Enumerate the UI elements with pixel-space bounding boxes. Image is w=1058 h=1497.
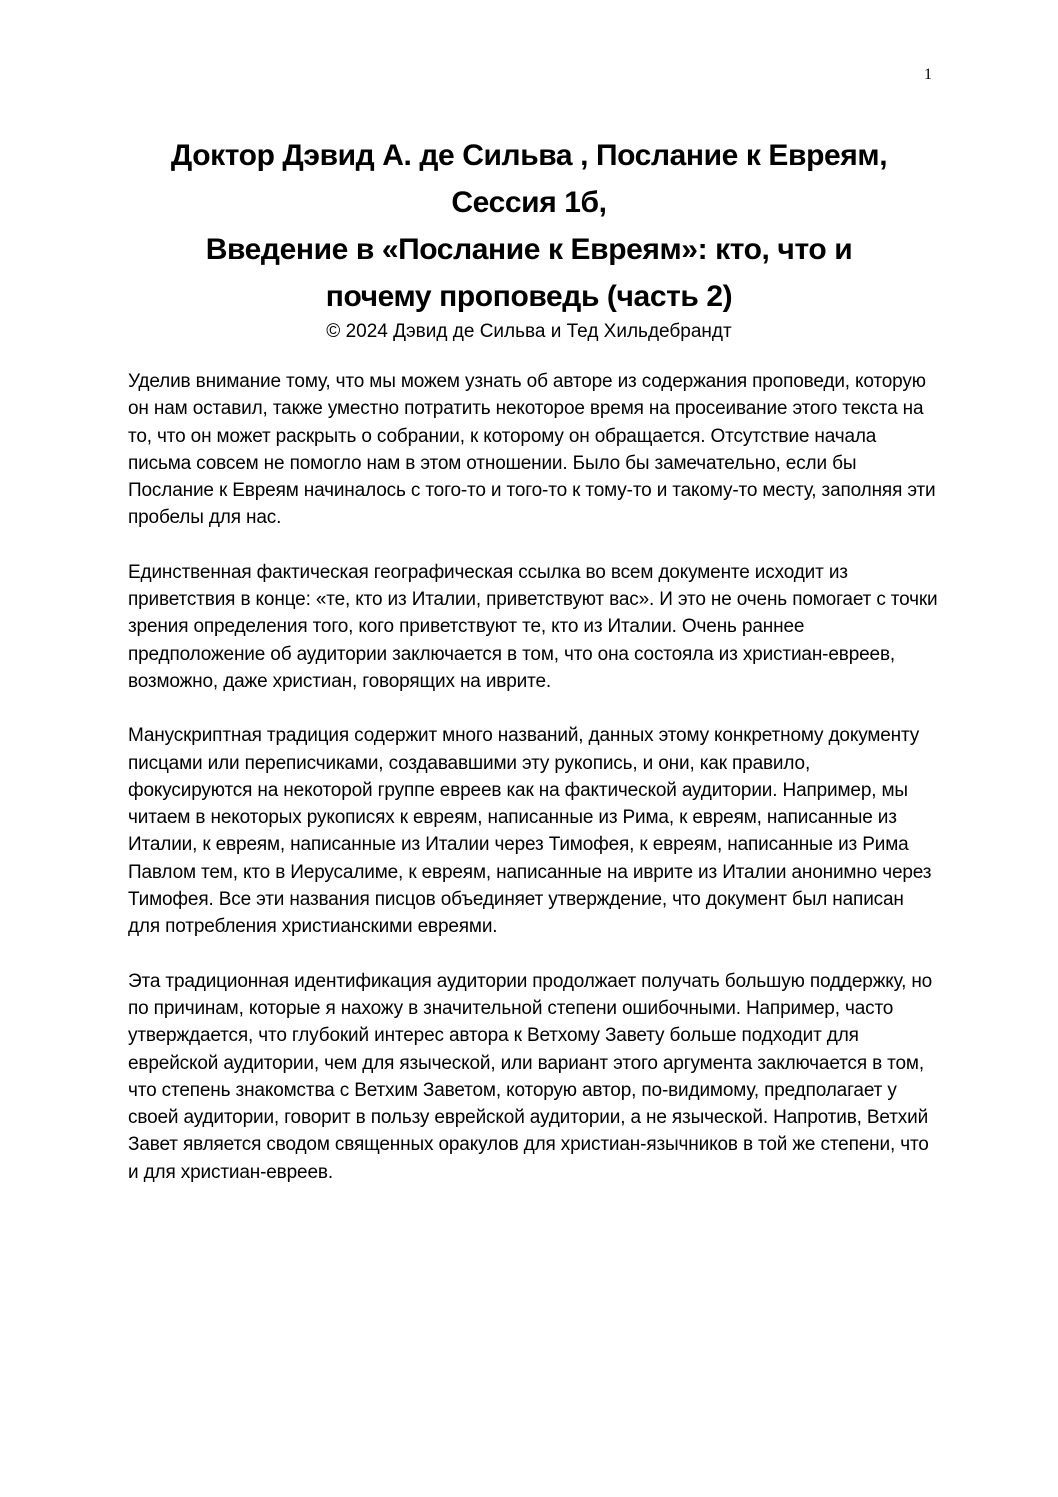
page-number: 1 xyxy=(924,66,932,83)
body-paragraph: Единственная фактическая географическая ссылка во всем документе исходит из приветствия в конце: «те, кто из Италии, приветствуют вас». И это не очень помогает с точки зрения определения того, кого приветствуют те, кто из Италии. Очень раннее предположение об аудитории заключается в том, что она состояла из христиан-евреев, возможно, даже христиан, говорящих на иврите. xyxy=(128,561,938,692)
document-body xyxy=(128,368,938,1213)
body-paragraph: Манускриптная традиция содержит много названий, данных этому конкретному документу писцами или переписчиками, создававшими эту рукопись, и они, как правило, фокусируются на некоторой группе евреев как на фактической аудитории. Например, мы читаем в некоторых рукописях к евреям, написанные из Рима, к евреям, написанные из Италии, к евреям, написанные из Италии через Тимофея, к евреям, написанные из Рима Павлом тем, кто в Иерусалиме, к евреям, написанные на иврите из Италии анонимно через Тимофея. Все эти названия писцов объединяет утверждение, что документ был написан для потребления христианскими евреями. xyxy=(128,725,932,938)
body-paragraph: Уделив внимание тому, что мы можем узнать об авторе из содержания проповеди, которую он нам оставил, также уместно потратить некоторое время на просеивание этого текста на то, что он может раскрыть о собрании, к которому он обращается. Отсутствие начала письма совсем не помогло нам в этом отношении. Было бы замечательно, если бы Послание к Евреям начиналось с того-то и того-то к тому-то и такому-то месту, заполняя эти пробелы для нас. xyxy=(128,371,936,529)
document-header xyxy=(110,132,948,344)
title-line: Сессия 1б, xyxy=(451,186,607,219)
title-line: Введение в «Послание к Евреям»: кто, что и xyxy=(205,233,853,266)
title-line: Доктор Дэвид А. де Сильва , Послание к Евреям, xyxy=(170,139,888,172)
copyright-line: © 2024 Дэвид де Сильва и Тед Хильдебрандт xyxy=(326,321,732,342)
title-line: почему проповедь (часть 2) xyxy=(325,280,733,313)
body-paragraph: Эта традиционная идентификация аудитории продолжает получать большую поддержку, но по причинам, которые я нахожу в значительной степени ошибочными. Например, часто утверждается, что глубокий интерес автора к Ветхому Завету больше подходит для еврейской аудитории, чем для языческой, или вариант этого аргумента заключается в том, что степень знакомства с Ветхим Заветом, которую автор, по-видимому, предполагает у своей аудитории, говорит в пользу еврейской аудитории, а не языческой. Напротив, Ветхий Завет является сводом священных оракулов для христиан-язычников в той же степени, что и для христиан-евреев. xyxy=(128,970,933,1183)
document-title xyxy=(110,132,948,320)
